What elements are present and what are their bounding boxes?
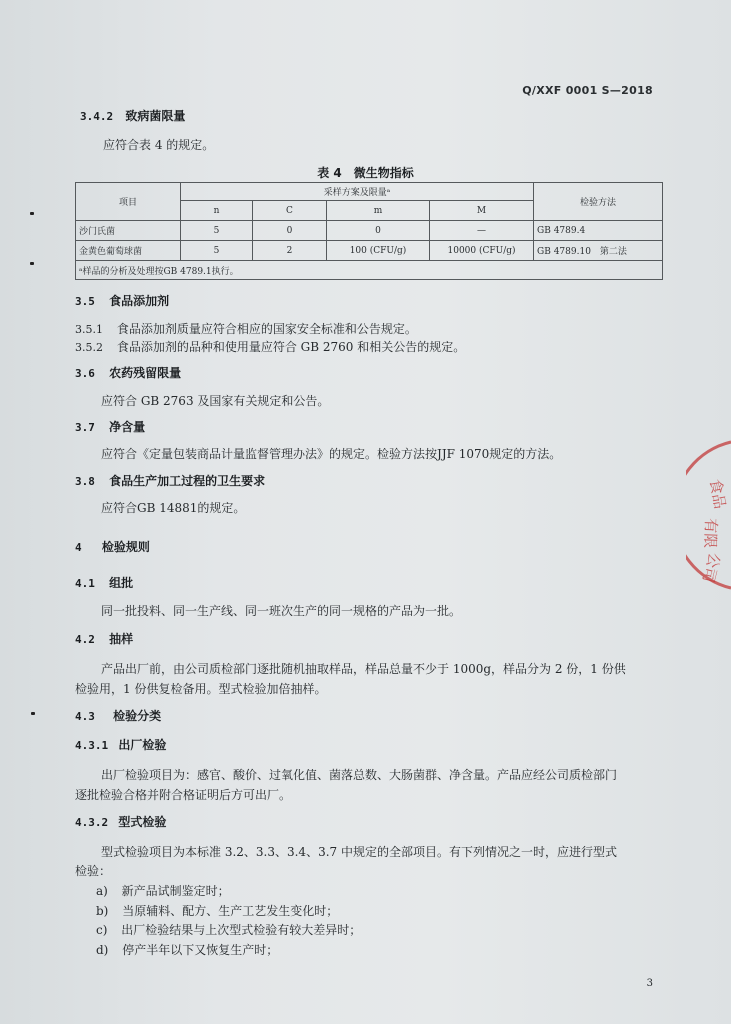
heading-number: 4.2 bbox=[75, 633, 95, 646]
heading-number: 3.8 bbox=[75, 475, 95, 488]
cell-M: 10000 (CFU/g) bbox=[430, 241, 534, 261]
heading-number: 4 bbox=[75, 541, 82, 554]
paragraph-4-3-2-line2: 检验： bbox=[75, 864, 112, 878]
paragraph-4-2-line2: 检验用，1 份供复检备用。型式检验加倍抽样。 bbox=[75, 682, 327, 696]
heading-title: 净含量 bbox=[109, 420, 146, 434]
cell-m: 0 bbox=[327, 221, 430, 241]
heading-title: 检验规则 bbox=[101, 540, 150, 554]
table-row bbox=[76, 241, 663, 261]
heading-3-7 bbox=[75, 418, 145, 435]
heading-title: 农药残留限量 bbox=[109, 366, 182, 380]
paragraph-3-4-2: 应符合表 4 的规定。 bbox=[103, 138, 215, 152]
subheader-n: n bbox=[181, 201, 253, 221]
table-note: ᵃ样品的分析及处理按GB 4789.1执行。 bbox=[76, 261, 663, 280]
cell-c: 2 bbox=[253, 241, 327, 261]
heading-number: 3.6 bbox=[75, 367, 95, 380]
table-note-row bbox=[76, 261, 663, 280]
heading-title: 食品添加剂 bbox=[109, 294, 170, 308]
scan-speck bbox=[30, 212, 34, 215]
svg-text:公司: 公司 bbox=[698, 551, 724, 585]
subheader-c: C bbox=[253, 201, 327, 221]
paragraph-3-7: 应符合《定量包装商品计量监督管理办法》的规定。检验方法按JJF 1070规定的方法。 bbox=[101, 447, 562, 461]
list-marker: b) bbox=[96, 904, 109, 918]
heading-title: 食品生产加工过程的卫生要求 bbox=[109, 474, 266, 488]
svg-text:有限: 有限 bbox=[700, 517, 720, 549]
cell-method: GB 4789.4 bbox=[534, 221, 663, 241]
clause-number: 3.5.2 bbox=[75, 341, 103, 354]
clause-text: 食品添加剂质量应符合相应的国家安全标准和公告规定。 bbox=[116, 322, 417, 336]
subheader-M: M bbox=[430, 201, 534, 221]
list-text: 出厂检验结果与上次型式检验有较大差异时； bbox=[121, 923, 362, 937]
clause-text: 食品添加剂的品种和使用量应符合 GB 2760 和相关公告的规定。 bbox=[116, 340, 466, 354]
paragraph-3-6: 应符合 GB 2763 及国家有关规定和公告。 bbox=[101, 394, 330, 408]
cell-item: 沙门氏菌 bbox=[76, 221, 181, 241]
heading-3-8 bbox=[75, 472, 265, 489]
table-title: 表 4 微生物指标 bbox=[317, 166, 414, 180]
header-method: 检验方法 bbox=[534, 183, 663, 221]
paragraph-4-3-2-line1: 型式检验项目为本标准 3.2、3.3、3.4、3.7 中规定的全部项目。有下列情况之一时，应进行型式 bbox=[101, 845, 617, 859]
heading-number: 4.3.2 bbox=[75, 816, 109, 829]
paragraph-4-3-1-line2: 逐批检验合格并附合格证明后方可出厂。 bbox=[75, 788, 292, 802]
heading-number: 3.5 bbox=[75, 295, 95, 308]
cell-M: — bbox=[430, 221, 534, 241]
list-text: 停产半年以下又恢复生产时； bbox=[122, 943, 279, 957]
heading-number: 4.1 bbox=[75, 577, 95, 590]
list-marker: a) bbox=[96, 884, 108, 898]
cell-n: 5 bbox=[181, 241, 253, 261]
microbial-table bbox=[75, 182, 663, 280]
list-item bbox=[96, 921, 361, 938]
heading-4 bbox=[75, 538, 150, 555]
list-text: 当原辅料、配方、生产工艺发生变化时； bbox=[122, 904, 339, 918]
table-row bbox=[76, 221, 663, 241]
list-marker: c) bbox=[96, 923, 108, 937]
list-item bbox=[96, 902, 338, 919]
svg-text:食品: 食品 bbox=[706, 477, 729, 511]
paragraph-4-2-line1: 产品出厂前，由公司质检部门逐批随机抽取样品，样品总量不少于 1000g，样品分为 2 份，1 份供 bbox=[101, 662, 626, 676]
paragraph-4-1: 同一批投料、同一生产线、同一班次生产的同一规格的产品为一批。 bbox=[101, 604, 462, 618]
list-item bbox=[96, 882, 230, 899]
heading-4-2 bbox=[75, 630, 133, 647]
paragraph-4-3-1-line1: 出厂检验项目为：感官、酸价、过氧化值、菌落总数、大肠菌群、净含量。产品应经公司质检部门 bbox=[101, 768, 618, 782]
heading-number: 3.4.2 bbox=[80, 110, 114, 123]
header-sampling-plan: 采样方案及限量ᵃ bbox=[181, 183, 534, 201]
heading-title: 出厂检验 bbox=[118, 738, 167, 752]
paragraph-3-5-1 bbox=[75, 320, 417, 337]
heading-number: 4.3 bbox=[75, 710, 95, 723]
standard-code: Q/XXF 0001 S—2018 bbox=[522, 84, 653, 97]
heading-4-1 bbox=[75, 574, 133, 591]
page-number: 3 bbox=[646, 978, 653, 989]
scan-speck bbox=[31, 712, 35, 715]
heading-title: 组批 bbox=[109, 576, 134, 590]
cell-c: 0 bbox=[253, 221, 327, 241]
heading-title: 致病菌限量 bbox=[125, 109, 186, 123]
heading-3-5 bbox=[75, 292, 169, 309]
scan-speck bbox=[30, 262, 34, 265]
heading-4-3-2 bbox=[75, 813, 166, 830]
header-item: 项目 bbox=[76, 183, 181, 221]
cell-method: GB 4789.10 第二法 bbox=[534, 241, 663, 261]
heading-title: 型式检验 bbox=[118, 815, 167, 829]
list-marker: d) bbox=[96, 943, 109, 957]
heading-3-6 bbox=[75, 364, 181, 381]
heading-4-3-1 bbox=[75, 736, 166, 753]
heading-number: 4.3.1 bbox=[75, 739, 109, 752]
heading-title: 检验分类 bbox=[113, 709, 162, 723]
table-header-row bbox=[76, 183, 663, 201]
list-text: 新产品试制鉴定时； bbox=[121, 884, 230, 898]
cell-m: 100 (CFU/g) bbox=[327, 241, 430, 261]
paragraph-3-8: 应符合GB 14881的规定。 bbox=[101, 501, 246, 515]
heading-3-4-2 bbox=[80, 107, 185, 124]
subheader-m: m bbox=[327, 201, 430, 221]
cell-item: 金黄色葡萄球菌 bbox=[76, 241, 181, 261]
heading-4-3 bbox=[75, 707, 161, 724]
cell-n: 5 bbox=[181, 221, 253, 241]
paragraph-3-5-2 bbox=[75, 338, 465, 355]
clause-number: 3.5.1 bbox=[75, 323, 103, 336]
list-item bbox=[96, 941, 278, 958]
heading-title: 抽样 bbox=[109, 632, 134, 646]
company-seal-stamp bbox=[686, 440, 731, 590]
heading-number: 3.7 bbox=[75, 421, 95, 434]
